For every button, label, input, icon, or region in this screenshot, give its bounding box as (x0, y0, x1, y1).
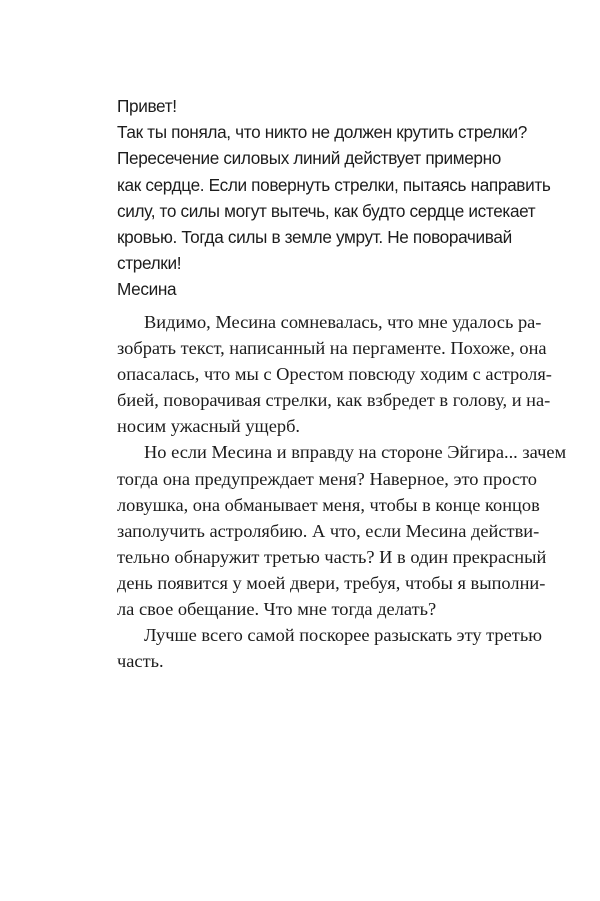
body-text (117, 309, 567, 674)
paragraph-line: заполучить астролябию. А что, если Месина действи- (117, 520, 540, 541)
paragraph-line: день появится у моей двери, требуя, чтобы я выполни- (117, 572, 546, 593)
paragraph-line: тельно обнаружит третью часть? И в один прекрасный (117, 546, 547, 567)
paragraph-line: Но если Месина и вправду на стороне Эйгира... зачем (144, 442, 567, 463)
paragraph-line: носим ужасный ущерб. (117, 416, 301, 437)
letter-note (117, 93, 551, 303)
note-line: как сердце. Если повернуть стрелки, пытаясь направить (117, 174, 551, 195)
note-line: кровью. Тогда силы в земле умрут. Не поворачивай (117, 226, 512, 247)
note-line: стрелки! (117, 253, 182, 274)
paragraph-line: бией, поворачивая стрелки, как взбредет в голову, и на- (117, 390, 551, 411)
note-signature: Месина (117, 279, 177, 300)
paragraph-line: Видимо, Месина сомневалась, что мне удалось ра- (144, 312, 542, 332)
paragraph-line: часть. (117, 651, 164, 672)
paragraph-line: зобрать текст, написанный на пергаменте. Похоже, она (117, 338, 547, 359)
paragraph-line: Лучше всего самой поскорее разыскать эту третью (144, 625, 542, 646)
paragraph-line: ла свое обещание. Что мне тогда делать? (117, 599, 437, 620)
paragraph-line: тогда она предупреждает меня? Наверное, это просто (117, 468, 537, 489)
note-line: Так ты поняла, что никто не должен крутить стрелки? (117, 122, 527, 143)
note-line: Пересечение силовых линий действует примерно (117, 148, 501, 169)
note-greeting: Привет! (117, 96, 177, 116)
note-line: силу, то силы могут вытечь, как будто сердце истекает (117, 200, 536, 221)
paragraph-line: опасалась, что мы с Орестом повсюду ходим с астроля- (117, 364, 552, 385)
paragraph-line: ловушка, она обманывает меня, чтобы в конце концов (117, 494, 540, 515)
